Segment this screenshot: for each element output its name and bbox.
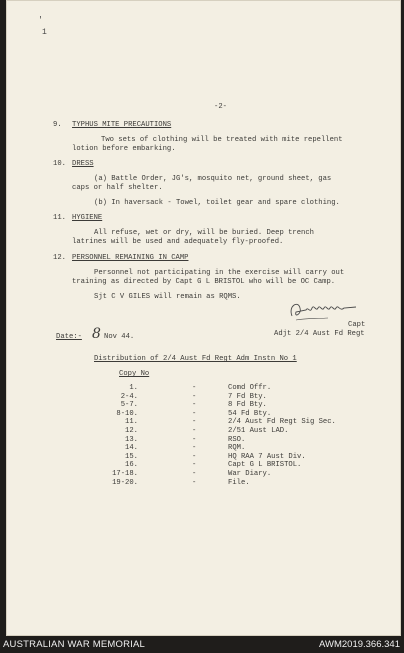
recipient: File.: [228, 478, 250, 487]
section-line: All refuse, wet or dry, will be buried. Deep trench: [94, 229, 314, 237]
section-line: training as directed by Capt G L BRISTOL who will be OC Camp.: [72, 278, 336, 286]
row-dash: -: [192, 452, 197, 461]
row-dash: -: [192, 435, 197, 444]
section-line: latrines will be used and adequately fly-proofed.: [72, 238, 284, 246]
section-line: Two sets of clothing will be treated with mite repellent: [101, 136, 343, 144]
document-page: [6, 0, 401, 636]
recipient: Comd Offr.: [228, 384, 272, 392]
section-heading: TYPHUS MITE PRECAUTIONS: [72, 121, 172, 129]
copy-number: 1.: [129, 384, 138, 392]
signature-title: Adjt 2/4 Aust Fd Regt: [274, 330, 365, 338]
row-dash: -: [192, 470, 197, 478]
copy-number: 15.: [125, 452, 138, 461]
footer-institution: AUSTRALIAN WAR MEMORIAL: [3, 639, 146, 650]
row-dash: -: [192, 418, 197, 427]
section-heading: DRESS: [72, 160, 94, 168]
recipient: 2/4 Aust Fd Regt Sig Sec.: [228, 418, 336, 427]
section-number: 9.: [53, 121, 62, 129]
date-label: Date:-: [56, 333, 82, 341]
section-line: caps or half shelter.: [72, 184, 163, 192]
copy-number: 12.: [125, 427, 138, 435]
footer-accession-number: AWM2019.366.341: [319, 639, 400, 650]
copy-number: 13.: [125, 435, 138, 444]
section-number: 12.: [53, 254, 66, 262]
margin-mark: ': [38, 16, 43, 25]
row-dash: -: [192, 384, 197, 392]
row-dash: -: [192, 444, 197, 453]
copy-number: 5-7.: [120, 401, 138, 410]
section-line: (b) In haversack - Towel, toilet gear and spare clothing.: [94, 199, 340, 207]
recipient: RQM.: [228, 444, 246, 453]
section-line: (a) Battle Order, JG's, mosquito net, ground sheet, gas: [94, 175, 332, 183]
handwritten-date-day: 8: [92, 326, 101, 342]
recipient: War Diary.: [228, 470, 272, 478]
page-number: -2-: [214, 103, 227, 111]
copy-number: 17-18.: [112, 470, 138, 478]
recipient: 7 Fd Bty.: [228, 392, 267, 401]
section-line: Personnel not participating in the exercise will carry out: [94, 269, 345, 277]
footer-bar: [0, 636, 404, 653]
recipient: RSO.: [228, 435, 246, 444]
date-value: Nov 44.: [104, 333, 135, 341]
row-dash: -: [192, 427, 197, 435]
signature-rank: Capt: [348, 321, 366, 329]
distribution-title: Distribution of 2/4 Aust Fd Regt Adm Instn No 1: [94, 355, 297, 363]
recipient: 54 Fd Bty.: [228, 409, 272, 418]
section-number: 11.: [53, 214, 66, 222]
recipient: Capt G L BRISTOL.: [228, 461, 302, 470]
copy-number: 16.: [125, 461, 138, 470]
copy-number: 14.: [125, 444, 138, 453]
copy-number: 19-20.: [112, 478, 138, 487]
section-line: lotion before embarking.: [72, 145, 176, 153]
row-dash: -: [192, 401, 197, 410]
copy-number: 8-10.: [116, 409, 138, 418]
row-dash: -: [192, 392, 197, 401]
recipient: 8 Fd Bty.: [228, 401, 267, 410]
copy-number: 11.: [125, 418, 138, 427]
section-heading: PERSONNEL REMAINING IN CAMP: [72, 254, 189, 262]
recipient: 2/51 Aust LAD.: [228, 427, 289, 435]
section-heading: HYGIENE: [72, 214, 103, 222]
section-number: 10.: [53, 160, 66, 168]
margin-mark: 1: [42, 28, 47, 37]
copy-number: 2-4.: [120, 392, 138, 401]
copy-no-header: Copy No: [119, 370, 150, 378]
row-dash: -: [192, 409, 197, 418]
row-dash: -: [192, 478, 197, 487]
recipient: HQ RAA 7 Aust Div.: [228, 452, 306, 461]
row-dash: -: [192, 461, 197, 470]
section-line: Sjt C V GILES will remain as RQMS.: [94, 293, 241, 301]
